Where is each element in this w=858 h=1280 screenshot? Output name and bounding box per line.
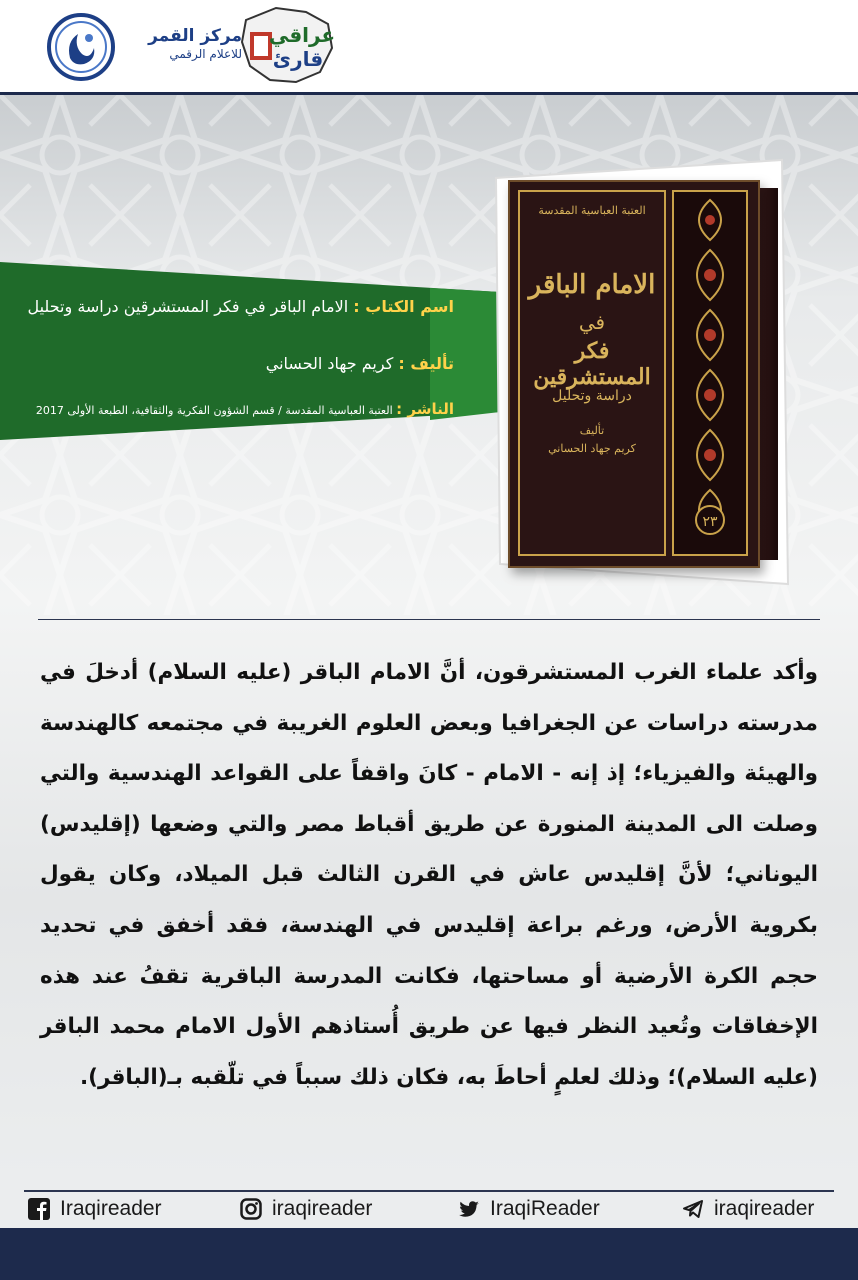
cover-title-1: الامام الباقر: [528, 270, 656, 300]
facebook-handle: Iraqireader: [60, 1197, 162, 1220]
author-value: كريم جهاد الحساني: [265, 354, 394, 373]
cover-title-3: فكر المستشرقين: [533, 338, 651, 390]
facebook-link[interactable]: [28, 1196, 162, 1222]
instagram-handle: iraqireader: [272, 1197, 373, 1220]
author-label: تأليف :: [398, 354, 454, 373]
book-title-label: اسم الكتاب :: [353, 297, 454, 316]
cover-title-2: في: [578, 310, 606, 334]
content-divider-bottom: [24, 1190, 834, 1192]
telegram-icon: [682, 1198, 704, 1220]
cover-author: كريم جهاد الحساني: [548, 442, 636, 455]
article-text: وأكد علماء الغرب المستشرقون، أنَّ الامام الباقر (عليه السلام) أدخلَ في مدرسته دراسات عن الجغرافيا وبعض العلوم الغريبة في مجتمعه كالهندسة والهيئة والفيزياء؛ إذ إنه - الامام - كانَ واقفاً على القواعد الهندسية والتي وصلت الى المدينة المنورة عن طريق أقباط مصر والتي وضعها (إقليدس) اليوناني؛ لأنَّ إقليدس عاش في القرن الثالث قبل الميلاد، وكان يقول بكروية الأرض، ورغم براعة إقليدس في الهندسة، فقد أخفق في تحديد حجم الكرة الأرضية أو مساحتها، فكانت المدرسة الباقرية تقفُ عند هذه الإخفاقات وتُعيد النظر فيها عن طريق أُستاذهم الأول الامام محمد الباقر (عليه السلام)؛ وذلك لعلمٍ أحاطَ به، فكان ذلك سبباً في تلّقبه بـ(الباقر).: [40, 660, 818, 1090]
publisher-value: العتبة العباسية المقدسة / قسم الشؤون الفكرية والثقافية، الطبعة الأولى 2017: [35, 404, 393, 417]
facebook-icon: [28, 1198, 50, 1220]
svg-text:قارئ: قارئ: [272, 47, 324, 71]
book-title-row: [14, 297, 454, 316]
book-cover: [508, 180, 760, 568]
twitter-link[interactable]: [458, 1196, 600, 1222]
instagram-link[interactable]: [240, 1196, 372, 1222]
telegram-link[interactable]: [682, 1196, 814, 1222]
publisher-label: الناشر :: [396, 400, 454, 418]
instagram-icon: [240, 1198, 262, 1220]
svg-text:عراقي: عراقي: [268, 23, 336, 47]
header-bar: [0, 0, 858, 92]
book-cover-text-panel: [518, 190, 666, 556]
author-row: [14, 354, 454, 373]
twitter-handle: IraqiReader: [490, 1197, 600, 1220]
center-name: مركز القمر: [148, 26, 242, 46]
cover-publisher: العتبة العباسية المقدسة: [538, 204, 646, 217]
cover-subtitle: دراسة وتحليل: [552, 388, 632, 404]
qamar-logo-icon: [44, 12, 118, 82]
cover-author-label: تأليف: [579, 424, 605, 437]
telegram-handle: iraqireader: [714, 1197, 815, 1220]
content-divider-top: [38, 619, 820, 620]
publisher-row: [14, 400, 454, 418]
series-number: ٢٣: [702, 514, 718, 530]
iraqi-reader-logo-icon: [236, 2, 340, 88]
twitter-icon: [458, 1198, 480, 1220]
footer-bar: [0, 1228, 858, 1280]
book-title-value: الامام الباقر في فكر المستشرقين دراسة وتحليل: [27, 297, 349, 316]
center-subtitle: للاعلام الرقمي: [169, 47, 242, 61]
cover-ornament: [672, 190, 748, 556]
